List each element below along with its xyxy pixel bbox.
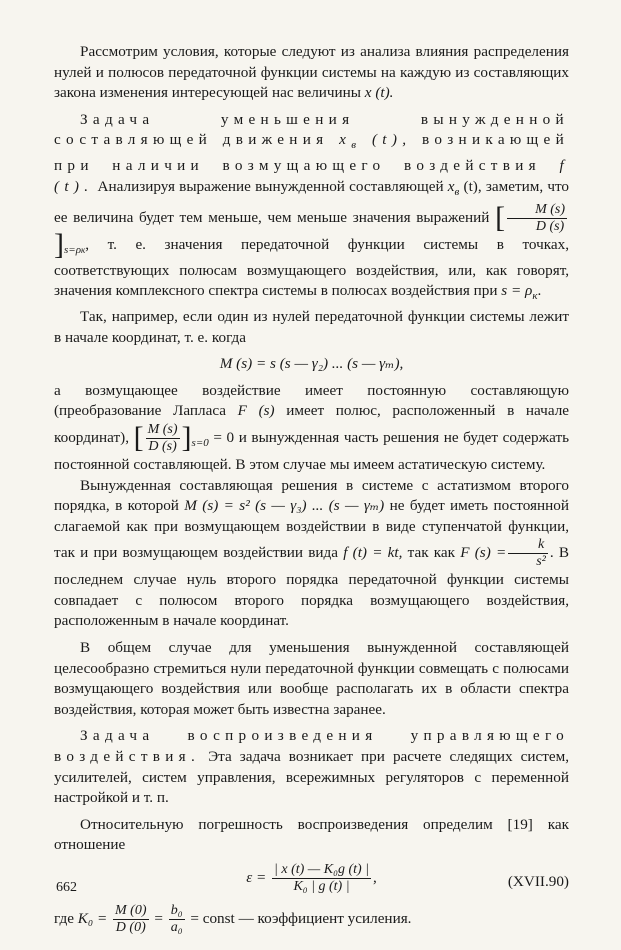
paragraph-task2: Задача воспроизведения управляющего воздействия. Эта задача возникает при расчете следящих систем, усилителей, систем управления, всережимных регуляторов с переменной настройкой и т. п. [54,727,569,807]
paragraph-task1: Задача уменьшения вынужденной составляющей движения $x_в$ (t), возникающей при наличии возмущающего воздействия f (t). Анализируя выражение вынужденной составляющей $x_в$ (t), заметим, что ее величина будет тем меньше, чем меньше значения выражений [ $\frac{M (s)}{D (s)}$ ]$_{s=\rho к}$, т. е. значения передаточной функции системы в точках, соответствующих полюсам возмущающего воздействия, или, как говорят, значения комплексного спектра системы в полюсах воздействия при $s = \rho_к$. [54,110,569,303]
paragraph-example: Так, например, если один из нулей передаточной функции системы лежит в начале координат, т. е. когда [54,307,569,346]
equation-ms: M (s) = s (s — γ₂) ... (s — γₘ), [219,355,404,373]
paragraph-second-order: Вынужденная составляющая решения в системе с астатизмом второго порядка, в которой M (s) = s² (s — γ₃) ... (s — γₘ) не будет иметь постоянной слагаемой как при возмущающем воздействии в виде ступенчатой функции, так и при возмущающем воздействии вида f (t) = kt, так как F (s) = $\frac{k}{\text{s²}}$ . В последнем случае нуль второго порядка передаточной функции системы совпадает с полюсом второго порядка возмущающего воздействия, расположенным в начале координат. [54,476,570,630]
paragraph-general: В общем случае для уменьшения вынужденной составляющей целесообразно стремиться нули передаточной функции совмещать с полюсами возмущающего воздействия или вообще располагать их в области спектра воздействия, которая может быть известна заранее. [54,639,569,718]
task2-heading: Задача воспроизведения управляющего воздействия. [54,727,569,766]
paragraph-astatic: а возмущающее воздействие имеет постоянную составляющую (преобразование Лапласа F (s) имеет полюс, расположенный в начале координат), [ $\frac{M (s)}{D (s)}$ ]$_{s=0} = 0$ и вынужденная часть решения не будет содержать постоянной составляющей. В этом случае мы имеем астатическую систему. [54,381,570,473]
paragraph-error: Относительную погрешность воспроизведения определим [19] как отношение [54,815,569,854]
paragraph-gain: где K₀ = $\frac{M (0)}{D (0)}$ = $\frac{\text{b₀}}{\text{a₀}}$ = const — коэффициент усиления. [54,903,412,935]
fraction-md-zero: [ $\frac{M (s)}{D (s)}$ ]$_{s=0}$ [133,421,209,455]
fraction-k-s2: $\frac{k}{\text{s²}}$ [508,537,548,570]
task1-heading: Задача уменьшения вынужденной составляющей движения $x_в$ (t), возникающей при наличии возмущающего воздействия f (t). [54,110,569,195]
fraction-md-rho: [ $\frac{M (s)}{D (s)}$ ]$_{s=\rho к}$ [54,201,565,262]
page-body [54,42,569,936]
paragraph-intro: Рассмотрим условия, которые следуют из анализа влияния распределения нулей и полюсов передаточной функции системы на каждую из составляющих закона изменения интересующей нас величины x (t). [54,43,569,102]
page-number: 662 [56,880,77,895]
equation-number: (XVII.90) [507,873,569,890]
variable-x: x (t). [364,84,394,102]
equation-epsilon: ε = $\frac{\text{| x (t) — K₀g (t) |}}{\text{K₀ | g (t) |}}$ , (XVII.90) [246,862,569,894]
